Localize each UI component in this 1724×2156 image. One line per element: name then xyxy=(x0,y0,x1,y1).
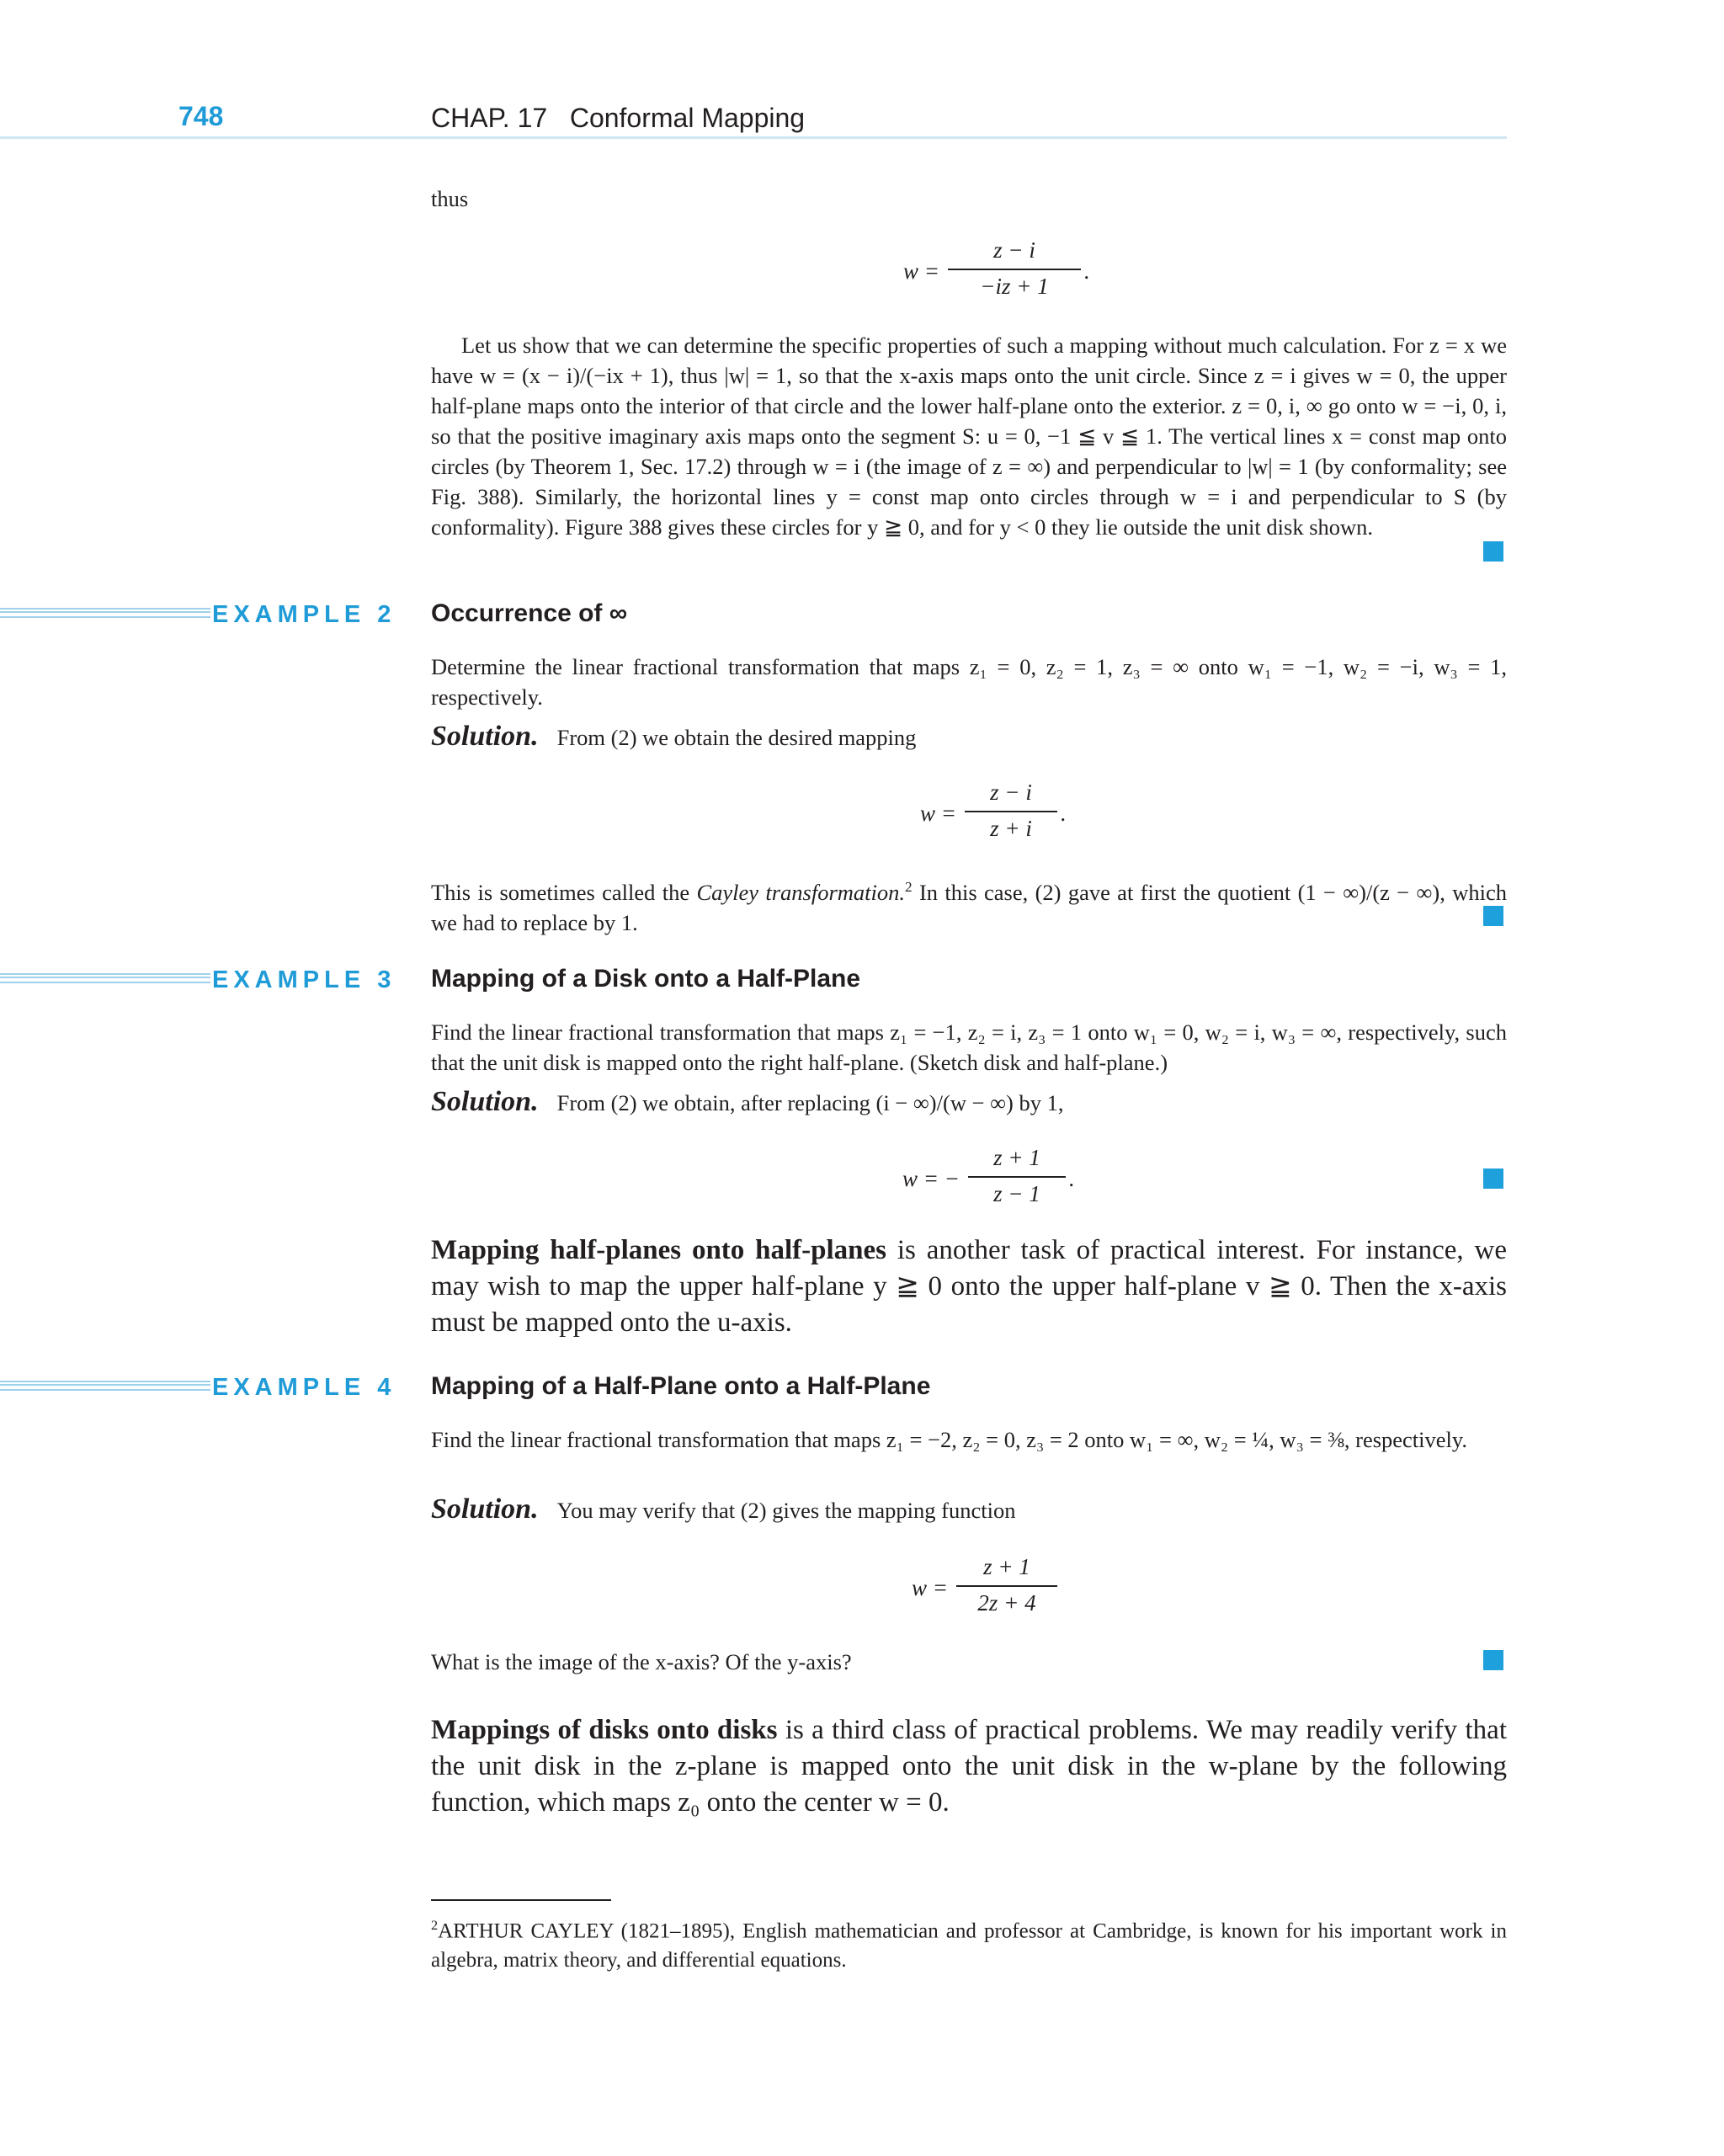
solution-text: From (2) we obtain, after replacing (i − ∞)/(w − ∞) by 1, xyxy=(556,1090,1064,1115)
half-planes-heading: Mapping half-planes onto half-planes xyxy=(431,1235,887,1265)
footnote-text: ARTHUR CAYLEY (1821–1895), English mathematician and professor at Cambridge, is known for his important work in algebra, matrix theory, and differential equations. xyxy=(431,1919,1507,1972)
equation-cayley-denominator: z + i xyxy=(990,816,1032,841)
example-2-rule xyxy=(0,608,210,618)
solution-label: Solution. xyxy=(431,1493,539,1525)
footnote-marker: 2 xyxy=(905,879,913,895)
example-2-title: Occurrence of ∞ xyxy=(431,599,628,627)
equation-1-fraction xyxy=(948,237,1081,300)
equation-1 xyxy=(892,237,1090,313)
equation-1-denominator: −iz + 1 xyxy=(980,274,1049,299)
equation-half-plane xyxy=(901,1554,1086,1630)
half-planes-text: is another task of practical interest. For instance, we may wish to map the upper half-plane y ≧ 0 onto the upper half-plane v ≧ 0. Then the x-axis must be mapped onto the u-axis. xyxy=(431,1235,1507,1338)
equation-disk-lhs: w = − xyxy=(902,1166,960,1191)
equation-disk-numerator: z + 1 xyxy=(993,1145,1040,1170)
equation-cayley-lhs: w = xyxy=(920,801,956,826)
example-3-rule xyxy=(0,973,210,983)
example-4-solution xyxy=(431,1493,1507,1525)
footnote-rule xyxy=(431,1899,611,1901)
disks-text: is a third class of practical problems. We may readily verify that the unit disk in the z-plane is mapped onto the unit disk in the w-plane by the following function, which maps z₀ onto the center w = 0. xyxy=(431,1715,1507,1818)
example-4-question: What is the image of the x-axis? Of the y-axis? xyxy=(431,1649,852,1674)
paragraph-disks xyxy=(431,1712,1507,1821)
equation-half-plane-denominator: 2z + 4 xyxy=(977,1590,1036,1616)
intro-thus: thus xyxy=(431,186,469,211)
equation-cayley-period: . xyxy=(1061,801,1067,826)
example-4-problem: Find the linear fractional transformation that maps z₁ = −2, z₂ = 0, z₃ = 2 onto w₁ = ∞, w₂ = ¼, w₃ = ⅜, respectively. xyxy=(431,1427,1468,1452)
end-of-example-square xyxy=(1483,1650,1503,1670)
equation-disk-denominator: z − 1 xyxy=(993,1181,1040,1206)
example-3-solution xyxy=(431,1086,1507,1118)
solution-text: From (2) we obtain the desired mapping xyxy=(556,725,917,750)
footnote-number: 2 xyxy=(431,1918,439,1933)
paragraph-half-planes xyxy=(431,1232,1507,1341)
solution-label: Solution. xyxy=(431,1086,539,1117)
remark-text-2: In this case, (2) gave at first the quotient (1 − ∞)/(z − ∞), which we had to replace by 1. xyxy=(431,879,1507,935)
solution-text: You may verify that (2) gives the mapping function xyxy=(556,1498,1016,1523)
example-3-title: Mapping of a Disk onto a Half-Plane xyxy=(431,965,861,993)
equation-cayley-numerator: z − i xyxy=(990,780,1032,805)
solution-label: Solution. xyxy=(431,721,539,752)
example-3-label: EXAMPLE 3 xyxy=(212,966,396,993)
end-of-example-square xyxy=(1483,1168,1503,1189)
example-2-problem: Determine the linear fractional transformation that maps z₁ = 0, z₂ = 1, z₃ = ∞ onto w₁ = −1, w₂ = −i, w₃ = 1, respectively. xyxy=(431,654,1507,710)
end-of-example-square xyxy=(1483,541,1503,562)
example-2-remark xyxy=(431,872,1507,938)
example-3-problem: Find the linear fractional transformation that maps z₁ = −1, z₂ = i, z₃ = 1 onto w₁ = 0, w₂ = i, w₃ = ∞, respectively, such that the unit disk is mapped onto the right half-plane. (Sketch disk and half-plane.) xyxy=(431,1019,1507,1075)
disks-heading: Mappings of disks onto disks xyxy=(431,1715,778,1745)
remark-text: This is sometimes called the xyxy=(431,879,697,905)
paragraph-mapping-properties: Let us show that we can determine the specific properties of such a mapping without much calculation. For z = x we have w = (x − i)/(−ix + 1), thus |w| = 1, so that the x-axis maps onto the unit circle. Since z = i gives w = 0, the upper half-plane maps onto the interior of that circle and the lower half-plane onto the exterior. z = 0, i, ∞ go onto w = −i, 0, i, so that the positive imaginary axis maps onto the segment S: u = 0, −1 ≦ v ≦ 1. The vertical lines x = const map onto circles (by Theorem 1, Sec. 17.2) through w = i (the image of z = ∞) and perpendicular to |w| = 1 (by conformality; see Fig. 388). Similarly, the horizontal lines y = const map onto circles through w = i and perpendicular to S (by conformality). Figure 388 gives these circles for y ≧ 0, and for y < 0 they lie outside the unit disk shown. xyxy=(431,333,1507,540)
chapter-title: CHAP. 17 Conformal Mapping xyxy=(431,103,806,133)
cayley-transformation-term: Cayley transformation. xyxy=(696,879,906,905)
equation-disk xyxy=(875,1145,1078,1221)
end-of-example-square xyxy=(1483,906,1503,926)
equation-half-plane-fraction xyxy=(956,1554,1057,1616)
header-rule xyxy=(0,136,1507,139)
equation-1-lhs: w = xyxy=(903,258,939,284)
equation-1-period: . xyxy=(1084,258,1090,284)
example-4-rule xyxy=(0,1381,210,1391)
equation-1-numerator: z − i xyxy=(993,237,1035,263)
equation-disk-period: . xyxy=(1069,1166,1075,1191)
example-2-label: EXAMPLE 2 xyxy=(212,601,396,628)
footnote xyxy=(431,1911,1507,1975)
example-4-label: EXAMPLE 4 xyxy=(212,1374,396,1401)
equation-cayley xyxy=(909,780,1078,855)
equation-half-plane-lhs: w = xyxy=(912,1575,948,1600)
example-4-title: Mapping of a Half-Plane onto a Half-Plane xyxy=(431,1372,931,1400)
equation-half-plane-numerator: z + 1 xyxy=(983,1554,1030,1579)
example-2-solution xyxy=(431,721,1507,753)
equation-disk-fraction xyxy=(968,1145,1066,1207)
equation-cayley-fraction xyxy=(965,780,1057,842)
page-number: 748 xyxy=(178,101,224,131)
